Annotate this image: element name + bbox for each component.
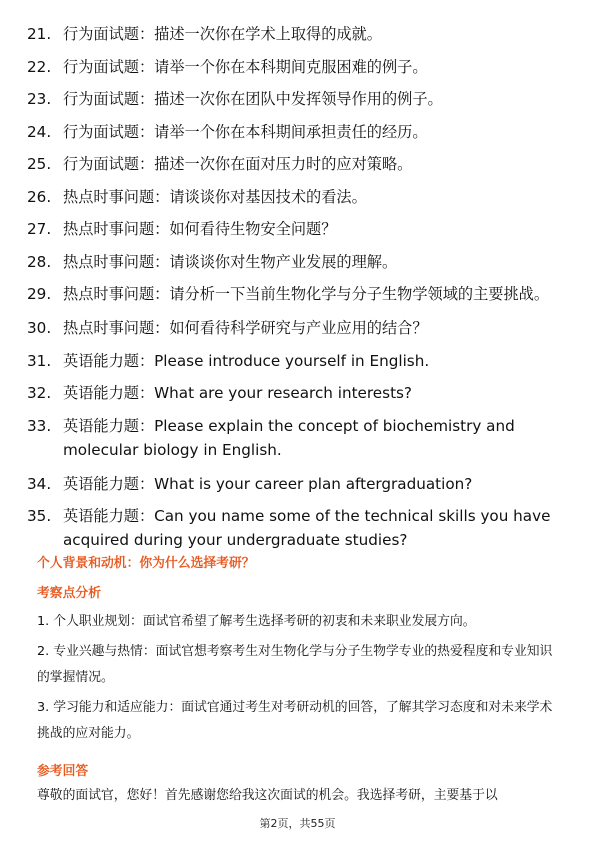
list-item: 34. 英语能力题：What is your career plan aftergraduation? [27, 474, 473, 493]
list-item: 30. 热点时事问题：如何看待科学研究与产业应用的结合？ [27, 319, 428, 337]
list-item: 35. 英语能力题：Can you name some of the technical skills you have acquired during your undergraduate studies? [27, 507, 551, 549]
answer-heading: 参考回答 [37, 764, 89, 779]
answer-block [37, 763, 562, 809]
list-item: 22. 行为面试题：请举一个你在本科期间克服困难的例子。 [27, 57, 428, 76]
list-item: 32. 英语能力题：What are your research interests? [27, 384, 412, 402]
page-number: 第2页，共55页 [259, 817, 336, 830]
section-title: 个人背景和动机：你为什么选择考研？ [37, 556, 255, 571]
analysis-point: 1. 个人职业规划：面试官希望了解考生选择考研的初衷和未来职业发展方向。 [37, 614, 476, 629]
section-title-block [37, 555, 562, 573]
list-item: 24. 行为面试题：请举一个你在本科期间承担责任的经历。 [27, 122, 428, 141]
question-list [27, 22, 567, 562]
answer-text: 尊敬的面试官，您好！首先感谢您给我这次面试的机会。我选择考研，主要基于以 [37, 788, 498, 803]
list-item: 25. 行为面试题：描述一次你在面对压力时的应对策略。 [27, 155, 413, 173]
list-item: 29. 热点时事问题：请分析一下当前生物化学与分子生物学领域的主要挑战。 [27, 285, 549, 303]
list-item: 27. 热点时事问题：如何看待生物安全问题？ [27, 220, 337, 238]
list-item: 23. 行为面试题：描述一次你在团队中发挥领导作用的例子。 [27, 90, 443, 108]
list-item: 21. 行为面试题：描述一次你在学术上取得的成就。 [27, 25, 382, 43]
list-item: 33. 英语能力题：Please explain the concept of biochemistry and molecular biology in English. [27, 416, 515, 459]
list-item: 28. 热点时事问题：请谈谈你对生物产业发展的理解。 [27, 252, 398, 271]
analysis-block [37, 585, 562, 747]
list-item: 31. 英语能力题：Please introduce yourself in English. [27, 351, 430, 370]
analysis-heading: 考察点分析 [37, 586, 101, 601]
list-item: 26. 热点时事问题：请谈谈你对基因技术的看法。 [27, 187, 367, 206]
analysis-point: 2. 专业兴趣与热情：面试官想考察考生对生物化学与分子生物学专业的热爱程度和专业知识的掌握情况。 [37, 644, 553, 685]
analysis-point: 3. 学习能力和适应能力：面试官通过考生对考研动机的回答，了解其学习态度和对未来学术挑战的应对能力。 [37, 700, 553, 741]
